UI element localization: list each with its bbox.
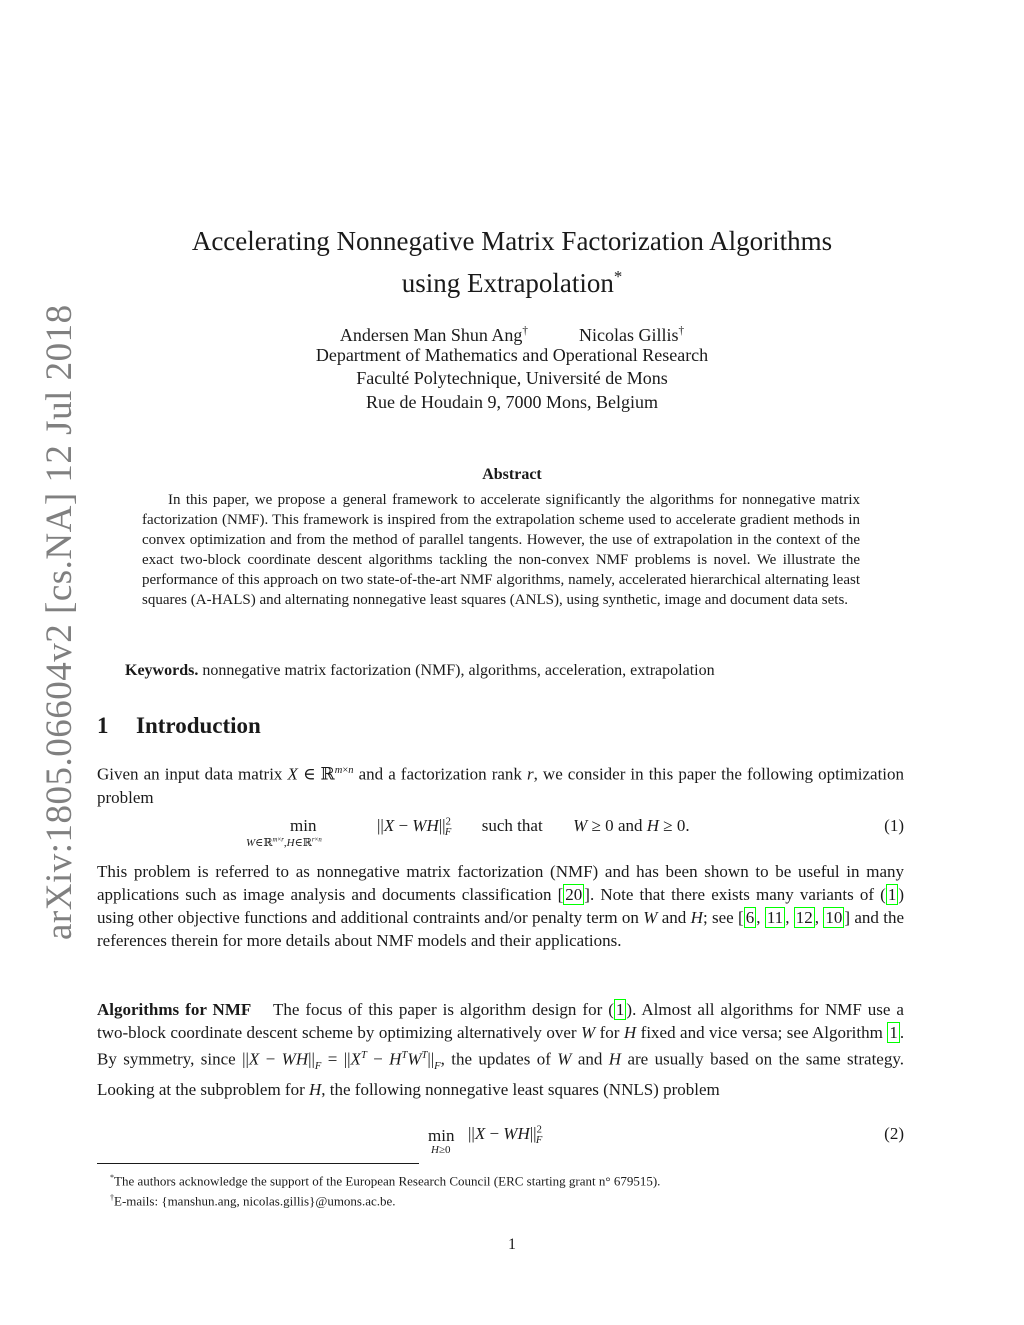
equation-2-subscript: H≥0	[431, 1144, 451, 1156]
equation-1-body: $||X - WH||^2_F$ such that W ≥ 0 and H ≥ 0.	[377, 816, 690, 839]
equation-2-number: (2)	[884, 1124, 904, 1143]
algorithms-paragraph: Algorithms for NMF The focus of this paper is algorithm design for ( 1 ). Almost all algorithms for NMF use a two-block coordinate descent scheme by optimizing alternatively over W for H fixed and vice versa; see Algorithm 1 . By symmetry, since $||X - WH||_F = ||X^T - H^TW^T||_F$, the updates of W and H are usually based on the same strategy. Looking at the subproblem for H, the following nonnegative least squares (NNLS) problem	[97, 1000, 905, 1100]
author-2: Nicolas Gillis	[579, 325, 679, 345]
title-footnote-mark: *	[613, 267, 623, 286]
intro-paragraph-1: Given an input data matrix X ∈ ℝ$^{m\times n}$ and a factorization rank r, we consider in this paper the following optimization problem	[97, 764, 905, 807]
author-1-mark: †	[522, 325, 528, 337]
equation-1-number: (1)	[884, 816, 904, 835]
citation-link[interactable]: 6	[745, 908, 755, 927]
title-text-1: Accelerating Nonnegative Matrix Factorization Algorithms	[191, 226, 833, 256]
author-2-mark: †	[678, 325, 685, 337]
citation-link[interactable]: 10	[825, 908, 843, 927]
abstract-heading: Abstract	[482, 466, 542, 483]
section-heading	[97, 713, 261, 739]
equation-ref-link[interactable]: 1	[887, 885, 897, 904]
paper-title-line-1	[0, 224, 1024, 258]
author-names	[0, 320, 1024, 347]
equation-ref-link[interactable]: 1	[615, 1000, 625, 1019]
equation-1-subscript: W∈ℝ$^{m\times r}$,H∈ℝ$^{r\times n}$	[246, 836, 322, 849]
equation-1-min: min	[290, 816, 317, 835]
footnote-2: †E-mails: {manshun.ang, nicolas.gillis}@umons.ac.be.	[110, 1193, 396, 1209]
affiliation-2: Faculté Polytechnique, Université de Mons	[356, 368, 668, 388]
keywords-line	[125, 662, 715, 680]
affiliation-3: Rue de Houdain 9, 7000 Mons, Belgium	[366, 392, 658, 412]
citation-link[interactable]: 11	[766, 908, 784, 927]
title-text-2: using Extrapolation	[401, 268, 614, 298]
citation-link[interactable]: 12	[795, 908, 813, 927]
citation-link[interactable]: 20	[565, 885, 583, 904]
equation-2-min: min	[428, 1126, 455, 1145]
equation-2-body: $||X - WH||^2_F$	[468, 1124, 543, 1147]
footnote-1: *The authors acknowledge the support of the European Research Council (ERC starting grant n° 679515).	[110, 1173, 661, 1189]
keywords-label: Keywords.	[125, 662, 199, 679]
footnote-rule	[97, 1163, 419, 1164]
page-number: 1	[508, 1236, 516, 1253]
arxiv-stamp: arXiv:1805.06604v2 [cs.NA] 12 Jul 2018	[39, 304, 80, 940]
keywords-text: nonnegative matrix factorization (NMF), algorithms, acceleration, extrapolation	[202, 662, 715, 679]
intro-paragraph-2: This problem is referred to as nonnegative matrix factorization (NMF) and has been shown to be useful in many applications such as image analysis and documents classification [ 20 ]. Note that there exists many variants of ( 1 ) using other objective functions and additional contraints and/or penalty term on W and H; see [ 6 , 11 , 12 , 10 ] and the references therein for more details about NMF models and their applications.	[97, 862, 905, 950]
paper-title-line-2	[0, 260, 1024, 300]
author-1: Andersen Man Shun Ang	[339, 325, 523, 345]
affiliation-1: Department of Mathematics and Operational Research	[315, 345, 709, 365]
paragraph-heading: Algorithms for NMF	[97, 1000, 252, 1019]
section-number: 1	[97, 713, 109, 738]
abstract-text: In this paper, we propose a general framework to accelerate significantly the algorithms for nonnegative matrix factorization (NMF). This framework is inspired from the extrapolation scheme used to accelerate gradient methods in convex optimization and from the method of parallel tangents. However, the use of extrapolation in the context of the exact two-block coordinate descent algorithms tackling the non-convex NMF problems is novel. We illustrate the performance of this approach on two state-of-the-art NMF algorithms, namely, accelerated hierarchical alternating least squares (A-HALS) and alternating nonnegative least squares (ANLS), using synthetic, image and document data sets.	[142, 492, 860, 608]
algorithm-ref-link[interactable]: 1	[889, 1023, 898, 1042]
section-title: Introduction	[136, 713, 261, 738]
